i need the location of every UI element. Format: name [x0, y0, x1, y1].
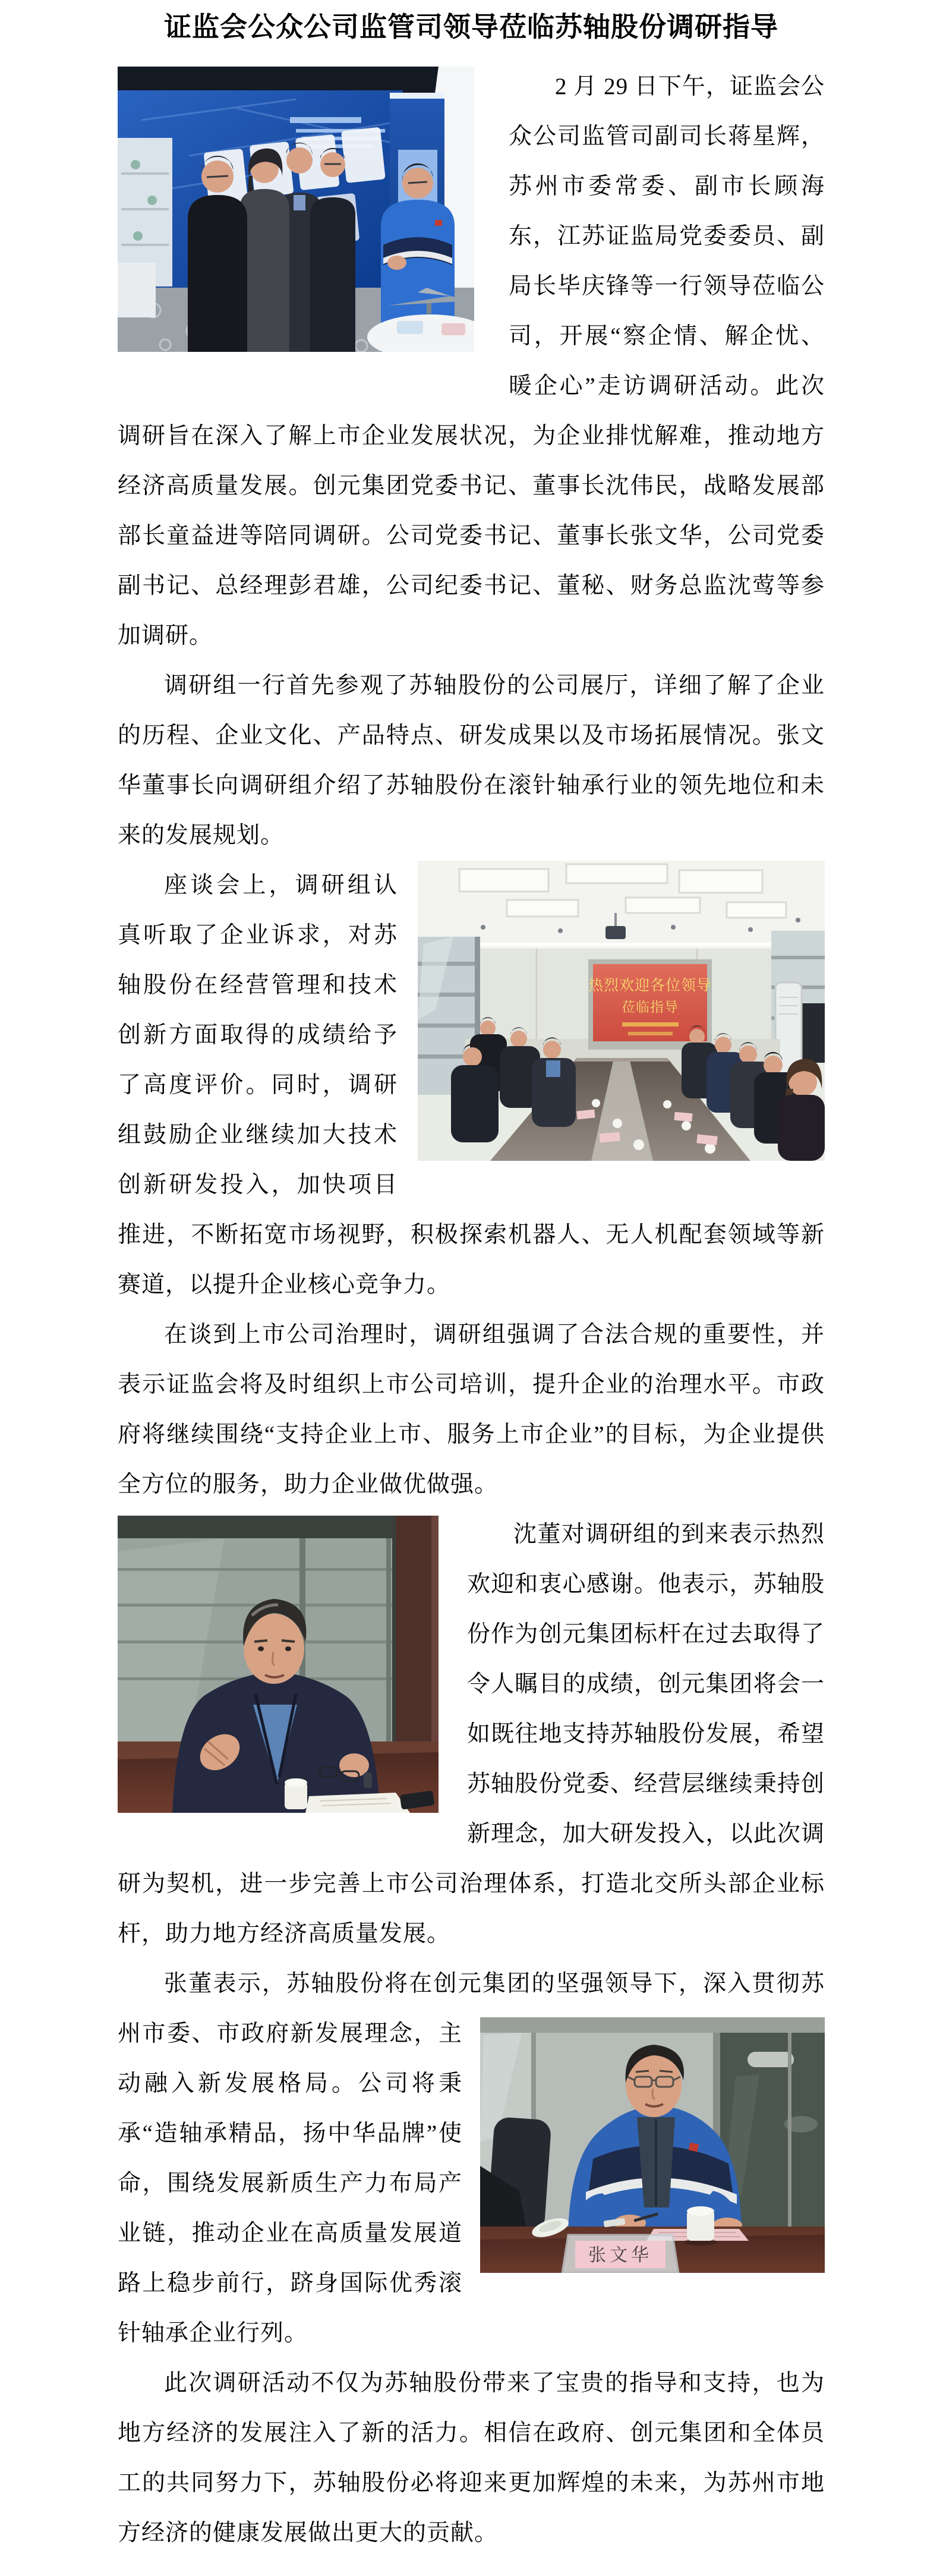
photo-chairman-shen-speaking	[118, 1516, 439, 1813]
paragraph-1-text: 2 月 29 日下午，证监会公众公司监管司副司长蒋星辉，苏州市委常委、副市长顾海东，江苏证监局党委委员、副局长毕庆锋等一行领导莅临公司，开展“察企情、解企忧、暖企心”走访调研活动。此次调研旨在深入了解上市企业发展状况，为企业排忧解难，推动地方经济高质量发展。创元集团党委书记、董事长沈伟民，战略发展部部长童益进等陪同调研。公司党委书记、董事长张文华，公司党委副书记、总经理彭君雄，公司纪委书记、董秘、财务总监沈莺等参加调研。	[118, 74, 825, 648]
screen-welcome-line2: 莅临指导	[622, 1000, 679, 1015]
paragraph-1	[118, 62, 825, 661]
paragraph-7	[118, 2358, 825, 2558]
photo-meeting-room	[418, 861, 825, 1161]
page-title: 证监会公众公司监管司领导莅临苏轴股份调研指导	[164, 12, 778, 42]
visitor-group	[188, 143, 355, 352]
photo-exhibition-hall-visit	[118, 67, 474, 352]
name-card	[562, 2235, 679, 2273]
photo-chairman-zhang-speaking	[480, 2017, 825, 2273]
paragraph-7-text: 此次调研活动不仅为苏轴股份带来了宝贵的指导和支持，也为地方经济的发展注入了新的活力。相信在政府、创元集团和全体员工的共同努力下，苏轴股份必将迎来更加辉煌的未来，为苏州市地方经济的健康发展做出更大的贡献。	[118, 2370, 825, 2546]
paragraph-6	[118, 1959, 825, 2358]
paragraph-4	[118, 1310, 825, 1510]
screen-welcome-line1: 热烈欢迎各位领导	[588, 978, 712, 994]
wristwatch	[364, 1772, 372, 1788]
frame-top	[118, 1516, 439, 1538]
paragraph-6-text-part1: 张董表示，苏轴股份将在创元集团的坚强领导下，深入贯彻苏州	[118, 1971, 825, 2046]
paragraph-6-text-part2: 市委、市政府新发展理念，主动融入新发展格局。公司将秉承“造轴承精品，扬中华品牌”使命，围绕发展新质生产力布局产业链，推动企业在高质量发展道路上稳步前行，跻身国际优秀滚针轴承企业行列。	[118, 2021, 462, 2346]
paragraph-2	[118, 661, 825, 861]
name-card-text: 张文华	[588, 2246, 652, 2265]
paragraph-3	[118, 861, 825, 1310]
paragraph-5-text: 沈董对调研组的到来表示热烈欢迎和衷心感谢。他表示，苏轴股份作为创元集团标杆在过去取得了令人瞩目的成绩，创元集团将会一如既往地支持苏轴股份发展，希望苏轴股份党委、经营层继续秉持创新理念，加大研发投入，以此次调研为契机，进一步完善上市公司治理体系，打造北交所头部企业标杆，助力地方经济高质量发展。	[118, 1522, 825, 1947]
paragraph-4-text: 在谈到上市公司治理时，调研组强调了合法合规的重要性，并表示证监会将及时组织上市公司培训，提升企业的治理水平。市政府将继续围绕“支持企业上市、服务上市企业”的目标，为企业提供全方位的服务，助力企业做优做强。	[118, 1322, 825, 1497]
paragraph-3-text: 座谈会上，调研组认真听取了企业诉求，对苏轴股份在经营管理和技术创新方面取得的成绩给予了高度评价。同时，调研组鼓励企业继续加大技术创新研发投入，加快项目推进，不断拓宽市场视野，积极探索机器人、无人机配套领域等新赛道，以提升企业核心竞争力。	[118, 873, 825, 1298]
paragraph-5	[118, 1510, 825, 1959]
paragraph-2-text: 调研组一行首先参观了苏轴股份的公司展厅，详细了解了企业的历程、企业文化、产品特点、研发成果以及市场拓展情况。张文华董事长向调研组介绍了苏轴股份在滚针轴承行业的领先地位和未来的发展规划。	[118, 673, 825, 848]
